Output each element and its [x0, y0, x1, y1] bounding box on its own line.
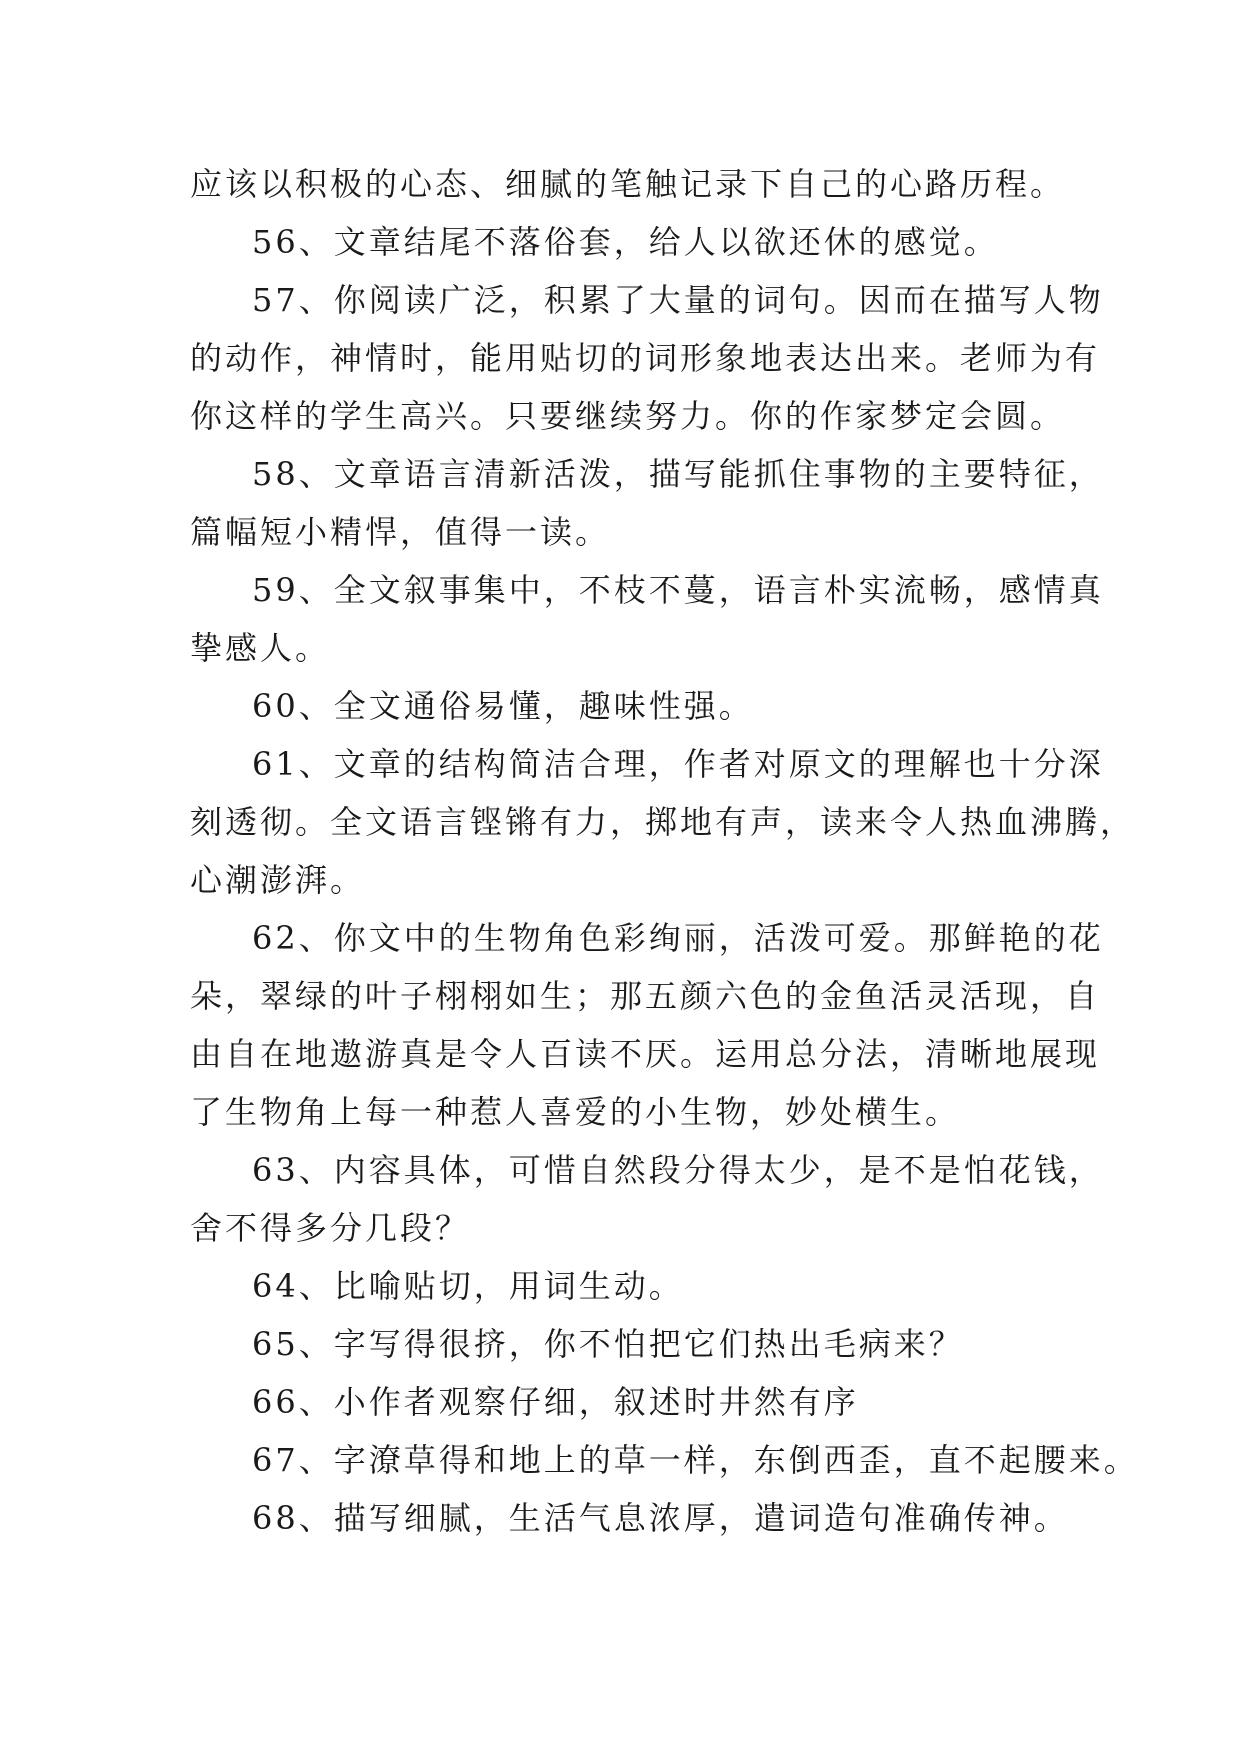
text-line: 68、描写细腻，生活气息浓厚，遣词造句准确传神。 [252, 1499, 1069, 1537]
text-line: 67、字潦草得和地上的草一样，东倒西歪，直不起腰来。 [252, 1441, 1139, 1479]
text-line: 舍不得多分几段？ [190, 1209, 471, 1247]
text-line: 应该以积极的心态、细腻的笔触记录下自己的心路历程。 [190, 165, 1066, 203]
text-line: 58、文章语言清新活泼，描写能抓住事物的主要特征， [252, 455, 1104, 493]
text-line: 的动作，神情时，能用贴切的词形象地表达出来。老师为有 [190, 339, 1101, 377]
text-line: 61、文章的结构简洁合理，作者对原文的理解也十分深 [252, 745, 1104, 783]
text-line: 57、你阅读广泛，积累了大量的词句。因而在描写人物 [252, 281, 1104, 319]
text-line: 59、全文叙事集中，不枝不蔓，语言朴实流畅，感情真 [252, 571, 1104, 609]
text-line: 66、小作者观察仔细，叙述时井然有序 [252, 1383, 859, 1421]
text-line: 刻透彻。全文语言铿锵有力，掷地有声，读来令人热血沸腾， [190, 803, 1136, 841]
text-line: 63、内容具体，可惜自然段分得太少，是不是怕花钱， [252, 1151, 1104, 1189]
text-line: 篇幅短小精悍，值得一读。 [190, 513, 611, 551]
text-line: 了生物角上每一种惹人喜爱的小生物，妙处横生。 [190, 1093, 961, 1131]
text-line: 56、文章结尾不落俗套，给人以欲还休的感觉。 [252, 223, 999, 261]
text-line: 62、你文中的生物角色彩绚丽，活泼可爱。那鲜艳的花 [252, 919, 1104, 957]
text-line: 你这样的学生高兴。只要继续努力。你的作家梦定会圆。 [190, 397, 1066, 435]
text-line: 60、全文通俗易懂，趣味性强。 [252, 687, 754, 725]
text-line: 64、比喻贴切，用词生动。 [252, 1267, 684, 1305]
text-line: 朵，翠绿的叶子栩栩如生；那五颜六色的金鱼活灵活现，自 [190, 977, 1101, 1015]
text-line: 心潮澎湃。 [190, 861, 366, 899]
text-line: 挚感人。 [190, 629, 331, 667]
text-line: 由自在地遨游真是令人百读不厌。运用总分法，清晰地展现 [190, 1035, 1101, 1073]
text-line: 65、字写得很挤，你不怕把它们热出毛病来？ [252, 1325, 964, 1363]
